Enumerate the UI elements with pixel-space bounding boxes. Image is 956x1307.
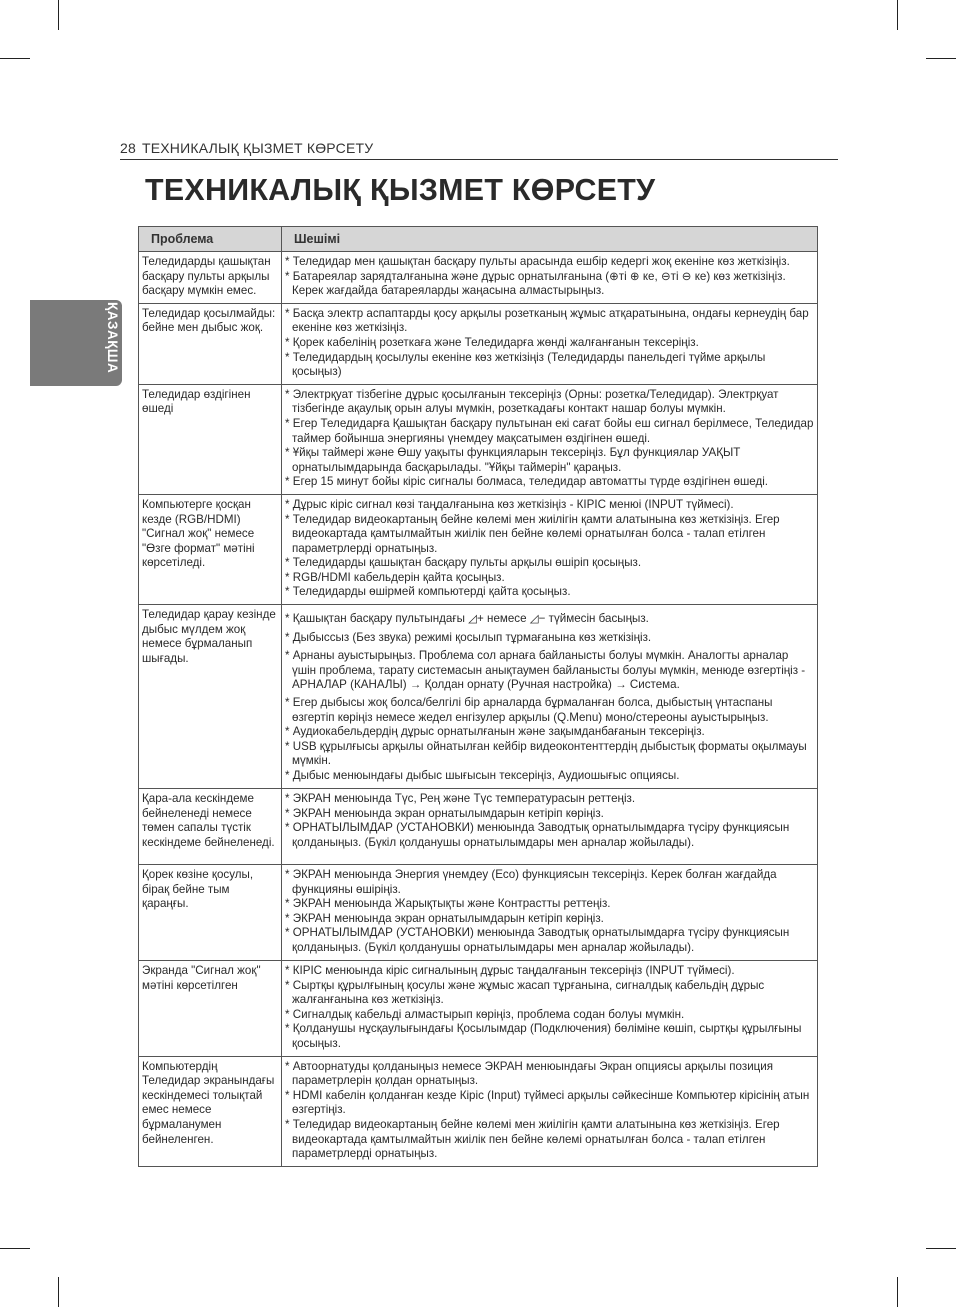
section-name: ТЕХНИКАЛЫҚ ҚЫЗМЕТ КӨРСЕТУ [141,140,374,156]
solution-item: * Арнаны ауыстырыңыз. Проблема сол арнаға байланысты болуы мүмкін. Аналогты арналар үшін проблема, тарату системасын анықтаумен байланысты болуы мүмкін, менюде өзгертіңіз - АРНАЛАР (КАНАЛЫ) → Қолдан орнату (Ручная настройка) → Система. [285,649,806,692]
solution-item: * ОРНАТЫЛЫМДАР (УСТАНОВКИ) менюында Заводтық орнатылымдарға түсіру функциясын қолданыңыз. (Бүкіл қолданушы орнатылымдары мен арналар жойылады). [285,926,790,955]
language-tab-label: ҚАЗАҚША [105,302,120,374]
solution-item: * Егер дыбысы жоқ болса/белгілі бір арналарда бұрмаланған болса, дыбыстың үнтаспаны өзгертіп көріңіз немесе жедел енгізулер арқылы (Q.Menu) моно/стереоны ауыстырыңыз. [285,696,773,724]
solution-cell [282,303,818,384]
column-header-solution: Шешімі [282,227,818,252]
page-title: ТЕХНИКАЛЫҚ ҚЫЗМЕТ КӨРСЕТУ [145,172,656,207]
crop-mark [926,58,956,59]
solution-item: * Теледидарды өшірмей компьютерді қайта қосыңыз. [285,585,571,599]
solution-item: * Теледидардың қосылулы екеніне көз жеткізіңіз (Теледидарды панельдегі түйме арқылы қосыңыз) [285,350,766,379]
solution-item: * ЭКРАН менюында Түс, Рең және Түс температурасын реттеңіз. [285,792,636,806]
solution-item: * ЭКРАН менюында экран орнатылымдарын кетіріп көріңіз. [285,911,604,925]
problem-cell: Қара-ала кескіндеме бейнеленеді немесе төмен сапалы түстік кескіндеме бейнеленеді. [139,789,282,865]
solution-item: * Теледидар видеокартаның бейне көлемі мен жиілігін қамти алатынына көз жеткізіңіз. Егер видеокартада қамтылмайтын жиілік пен бейне көлемі орнатылған болса - талап етілген параметрлерді орнатыңыз. [285,512,780,555]
solution-item: * Дыбыс менюындағы дыбыс шығысын тексеріңіз, Аудиошығыс опциясы. [285,769,680,782]
troubleshooting-table [138,226,818,1167]
table-row [139,961,818,1057]
crop-mark [897,1277,898,1307]
running-header [120,140,838,160]
table-row [139,252,818,304]
solution-item: * USB құрылғысы арқылы ойнатылған кейбір видеоконтенттердің дыбыстық форматы оқылмауы мүмкін. [285,739,807,768]
solution-item: * ЭКРАН менюында Энергия үнемдеу (Eco) функциясын тексеріңіз. Керек болған жағдайда функцияны өшіріңіз. [285,868,777,896]
problem-cell: Теледидарды қашықтан басқару пульты арқылы басқару мүмкін емес. [139,252,282,304]
solution-cell [282,494,818,604]
solution-item: * Электрқуат тізбегіне дұрыс қосылғанын тексеріңіз (Орны: розетка/Теледидар). Электрқуат тізбегінде ақаулық орын алуы мүмкін, розеткадағы контакт нашар болуы мүмкін. [285,387,779,416]
crop-mark [58,1277,59,1307]
solution-item: * Сыртқы құрылғының қосулы және жұмыс жасап тұрғанына, сигналдық кабельдің дұрыс жалғанғанына көз жеткізіңіз. [285,978,765,1007]
table-row [139,1056,818,1166]
crop-mark [0,58,30,59]
solution-item: * Сигналдық кабельді алмастырып көріңіз, проблема содан болуы мүмкін. [285,1007,685,1021]
solution-item: * RGB/HDMI кабельдерін қайта қосыңыз. [285,570,505,584]
crop-mark [897,0,898,30]
solution-cell [282,605,818,789]
crop-mark [926,1248,956,1249]
solution-item: * Қорек кабелінің розеткаға және Теледидарға жөнді жалғанғанын тексеріңіз. [285,335,699,349]
problem-cell: Теледидар қосылмайды: бейне мен дыбыс жоқ. [139,303,282,384]
solution-cell [282,252,818,304]
solution-cell [282,789,818,865]
solution-cell [282,1056,818,1166]
solution-item: * Аудиокабельдердің дұрыс орнатылғанын және зақымданбағанын тексеріңіз. [285,725,705,739]
solution-item: * Ұйқы таймері және Өшу уақыты функцияларын тексеріңіз. Бұл функциялар УАҚЫТ орнатылымдарында басқарылады. "Ұйқы таймерін" қараңыз. [285,446,741,474]
table-row [139,303,818,384]
solution-item: * Дыбыссыз (Без звука) режимі қосылып тұрмағанына көз жеткізіңіз. [285,630,652,644]
problem-cell: Экранда "Сигнал жоқ" мәтіні көрсетілген [139,961,282,1057]
language-tab [30,300,122,386]
crop-mark [58,0,59,30]
problem-cell: Компьютердің Теледидар экранындағы кескіндемесі толықтай емес немесе бұрмаланумен бейнеленген. [139,1056,282,1166]
table-header-row [139,227,818,252]
solution-item: * ОРНАТЫЛЫМДАР (УСТАНОВКИ) менюында Заводтық орнатылымдарға түсіру функциясын қолданыңыз. (Бүкіл қолданушы орнатылымдары мен арналар жойылады). [285,821,790,849]
solution-item: * Қолданушы нұсқаулығындағы Қосылымдар (Подключения) бөліміне көшіп, сыртқы құрылғыны қосыңыз. [285,1022,802,1051]
crop-mark [0,1248,30,1249]
table-row [139,789,818,865]
solution-item: * Қашықтан басқару пультындағы ◿+ немесе ◿− түймесін басыңыз. [285,612,649,626]
table-row [139,494,818,604]
problem-cell: Теледидар өздігінен өшеді [139,384,282,494]
solution-item: * ЭКРАН менюында Жарықтықты және Контрастты реттеңіз. [285,897,611,911]
solution-item: * Теледидарды қашықтан басқару пульты арқылы өшіріп қосыңыз. [285,556,642,570]
solution-item: * ЭКРАН менюында экран орнатылымдарын кетіріп көріңіз. [285,806,604,820]
table-row [139,865,818,961]
solution-item: * Басқа электр аспаптарды қосу арқылы розетканың жұмыс атқаратынына, ондағы кернеудің бар екеніне көз жеткізіңіз. [285,306,809,335]
solution-cell [282,384,818,494]
solution-cell [282,961,818,1057]
solution-item: * Дұрыс кіріс сигнал көзі таңдалғанына көз жеткізіңіз - КІРІС менюі (INPUT түймесі). [285,497,734,511]
table-row [139,384,818,494]
solution-item: * Автоорнатуды қолданыңыз немесе ЭКРАН менюындағы Экран опциясы арқылы позиция параметрлерін қолдан орнатыңыз. [285,1059,774,1088]
problem-cell: Теледидар қарау кезінде дыбыс мүлдем жоқ немесе бұрмаланып шығады. [139,605,282,789]
solution-cell [282,865,818,961]
solution-item: * КІРІС менюында кіріс сигналының дұрыс таңдалғанын тексеріңіз (INPUT түймесі). [285,964,735,978]
solution-item: * HDMI кабелін қолданған кезде Кіріс (Input) түймесі арқылы сәйкесінше Компьютер кірісінің атын өзгертіңіз. [285,1088,810,1117]
solution-item: * Егер Теледидарға Қашықтан басқару пультынан екі сағат бойы еш сигнал берілмесе, Теледидар таймер бойынша энергияны үнемдеу мақсатымен өздігінен өшеді. [285,416,814,445]
column-header-problem: Проблема [139,227,282,252]
problem-cell: Қорек көзіне қосулы, бірақ бейне тым қараңғы. [139,865,282,961]
solution-item: * Егер 15 минут бойы кіріс сигналы болмаса, теледидар автоматты түрде өздігінен өшеді. [285,475,769,489]
solution-item: * Теледидар видеокартаның бейне көлемі мен жиілігін қамти алатынына көз жеткізіңіз. Егер видеокартада қамтылмайтын жиілік пен бейне көлемі орнатылған болса - талап етілген параметрлерді орнатыңыз. [285,1118,780,1161]
problem-cell: Компьютерге қосқан кезде (RGB/HDMI) "Сигнал жоқ" немесе "Өзге формат" мәтіні көрсетіледі. [139,494,282,604]
solution-item: * Батареялар зарядталғанына және дұрыс орнатылғанына (⊕ті ⊕ ке, ⊖ті ⊖ ке) көз жеткізіңіз. Керек жағдайда батареяларды жаңасына алмастырыңыз. [285,269,786,298]
page-number: 28 [120,140,136,156]
table-row [139,605,818,789]
solution-item: * Теледидар мен қашықтан басқару пульты арасында ешбір кедергі жоқ екеніне көз жеткізіңіз. [285,255,790,268]
